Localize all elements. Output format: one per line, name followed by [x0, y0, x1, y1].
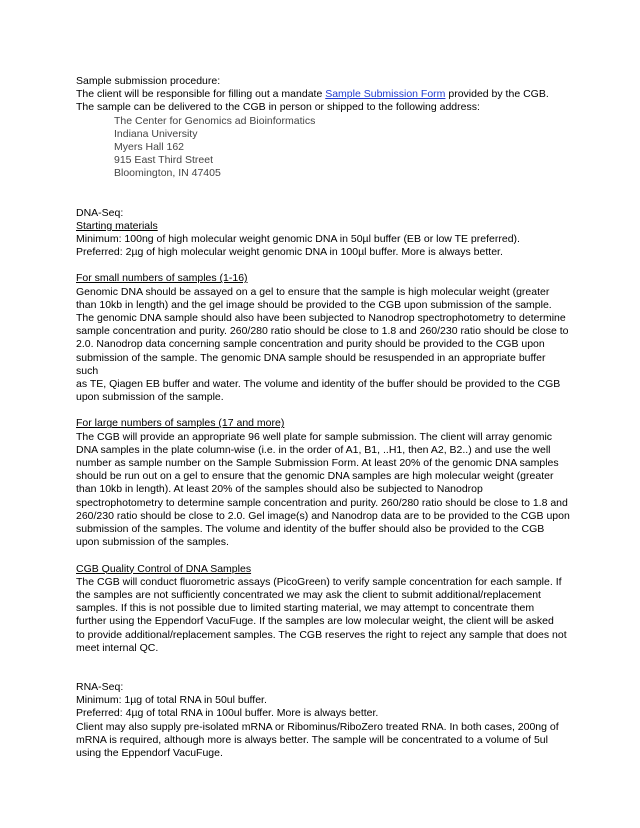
paragraph-line: upon submission of the sample.	[76, 391, 224, 404]
paragraph-line: sample concentration and purity. 260/280 ratio should be close to 1.8 and 260/230 ratio should be close to	[76, 325, 569, 338]
address-line: The Center for Genomics ad Bioinformatics	[114, 114, 316, 127]
dna-preferred: Preferred: 2µg of high molecular weight genomic DNA in 100µl buffer. More is always better.	[76, 246, 503, 259]
spacer	[76, 404, 570, 417]
address-line: Bloomington, IN 47405	[114, 167, 221, 180]
paragraph-line: 2.0. Nanodrop data concerning sample concentration and purity should be provided to the CGB upon	[76, 338, 545, 351]
paragraph-line: meet internal QC.	[76, 641, 159, 654]
paragraph-line: spectrophotometry to determine sample concentration and purity. 260/280 ratio should be close to 1.8 and	[76, 496, 568, 509]
paragraph-line: 260/230 ratio should be close to 2.0. Gel image(s) and Nanodrop data are to be provided to the CGB upon	[76, 509, 570, 522]
paragraph-line: The CGB will conduct fluorometric assays (PicoGreen) to verify sample concentration for each sample. If	[76, 575, 562, 588]
address-line: Myers Hall 162	[114, 141, 185, 154]
spacer	[76, 550, 570, 563]
address-line: Indiana University	[114, 127, 198, 140]
paragraph-line: upon submission of the samples.	[76, 536, 229, 549]
rna-seq-paragraph	[76, 694, 570, 760]
submission-line-1-post: provided by the CGB.	[445, 88, 549, 101]
quality-control-paragraph	[76, 576, 570, 655]
spacer	[76, 655, 570, 681]
paragraph-line: number as sample number on the Sample Submission Form. At least 20% of the genomic DNA samples	[76, 457, 559, 470]
rna-seq-heading: RNA-Seq:	[76, 680, 124, 693]
paragraph-line: samples. If this is not possible due to limited starting material, we may attempt to concentrate them	[76, 602, 535, 615]
paragraph-line: submission of the samples. The volume and identity of the buffer should also be provided to the CGB	[76, 523, 545, 536]
dna-seq-heading: DNA-Seq:	[76, 206, 124, 219]
paragraph-line: The genomic DNA sample should also have been subjected to Nanodrop spectrophotometry to determine	[76, 312, 566, 325]
paragraph-line: submission of the sample. The genomic DNA sample should be resuspended in an appropriate buffer such	[76, 351, 546, 377]
shipping-address	[76, 115, 570, 181]
small-samples-title: For small numbers of samples (1-16)	[76, 272, 248, 285]
paragraph-line: Client may also supply pre-isolated mRNA or Ribominus/RiboZero treated RNA. In both cases, 200ng of	[76, 720, 559, 733]
spacer	[76, 259, 570, 272]
dna-minimum: Minimum: 100ng of high molecular weight genomic DNA in 50µl buffer (EB or low TE preferred).	[76, 233, 520, 246]
sample-submission-form-link[interactable]: Sample Submission Form	[325, 88, 446, 101]
submission-line-1	[76, 88, 570, 101]
paragraph-line: should be run out on a gel to ensure that the genomic DNA samples are high molecular weight (greater	[76, 470, 554, 483]
address-line: 915 East Third Street	[114, 154, 214, 167]
submission-line-1-pre: The client will be responsible for filling out a mandate	[76, 88, 326, 101]
starting-materials-title: Starting materials	[76, 219, 158, 232]
paragraph-line: Minimum: 1µg of total RNA in 50ul buffer.	[76, 694, 267, 707]
quality-control-title: CGB Quality Control of DNA Samples	[76, 562, 252, 575]
paragraph-line: than 10kb in length) and the gel image should be provided to the CGB upon submission of the sample.	[76, 298, 552, 311]
spacer	[76, 181, 570, 207]
paragraph-line: to provide additional/replacement samples. The CGB reserves the right to reject any sample that does not	[76, 628, 567, 641]
paragraph-line: mRNA is required, although more is always better. The sample will be concentrated to a volume of 5ul	[76, 733, 548, 746]
paragraph-line: The CGB will provide an appropriate 96 well plate for sample submission. The client will array genomic	[76, 430, 553, 443]
paragraph-line: Preferred: 4µg of total RNA in 100ul buffer. More is always better.	[76, 707, 379, 720]
document-body	[76, 75, 570, 760]
submission-heading: Sample submission procedure:	[76, 75, 221, 87]
small-samples-paragraph	[76, 286, 570, 405]
submission-line-2: The sample can be delivered to the CGB in person or shipped to the following address:	[76, 101, 480, 114]
paragraph-line: as TE, Qiagen EB buffer and water. The volume and identity of the buffer should be provided to the CGB	[76, 378, 561, 391]
paragraph-line: than 10kb in length). At least 20% of the samples should also be subjected to Nanodrop	[76, 483, 483, 496]
paragraph-line: further using the Eppendorf VacuFuge. If the samples are low molecular weight, the client will be asked	[76, 615, 554, 628]
paragraph-line: the samples are not sufficiently concentrated we may ask the client to submit additional/replacement	[76, 588, 541, 601]
paragraph-line: DNA samples in the plate column-wise (i.e. in the order of A1, B1, ..H1, then A2, B2..) and use the well	[76, 443, 551, 456]
large-samples-title: For large numbers of samples (17 and more)	[76, 417, 285, 430]
large-samples-paragraph	[76, 431, 570, 550]
paragraph-line: using the Eppendorf VacuFuge.	[76, 746, 223, 759]
paragraph-line: Genomic DNA should be assayed on a gel to ensure that the sample is high molecular weight (greater	[76, 285, 550, 298]
